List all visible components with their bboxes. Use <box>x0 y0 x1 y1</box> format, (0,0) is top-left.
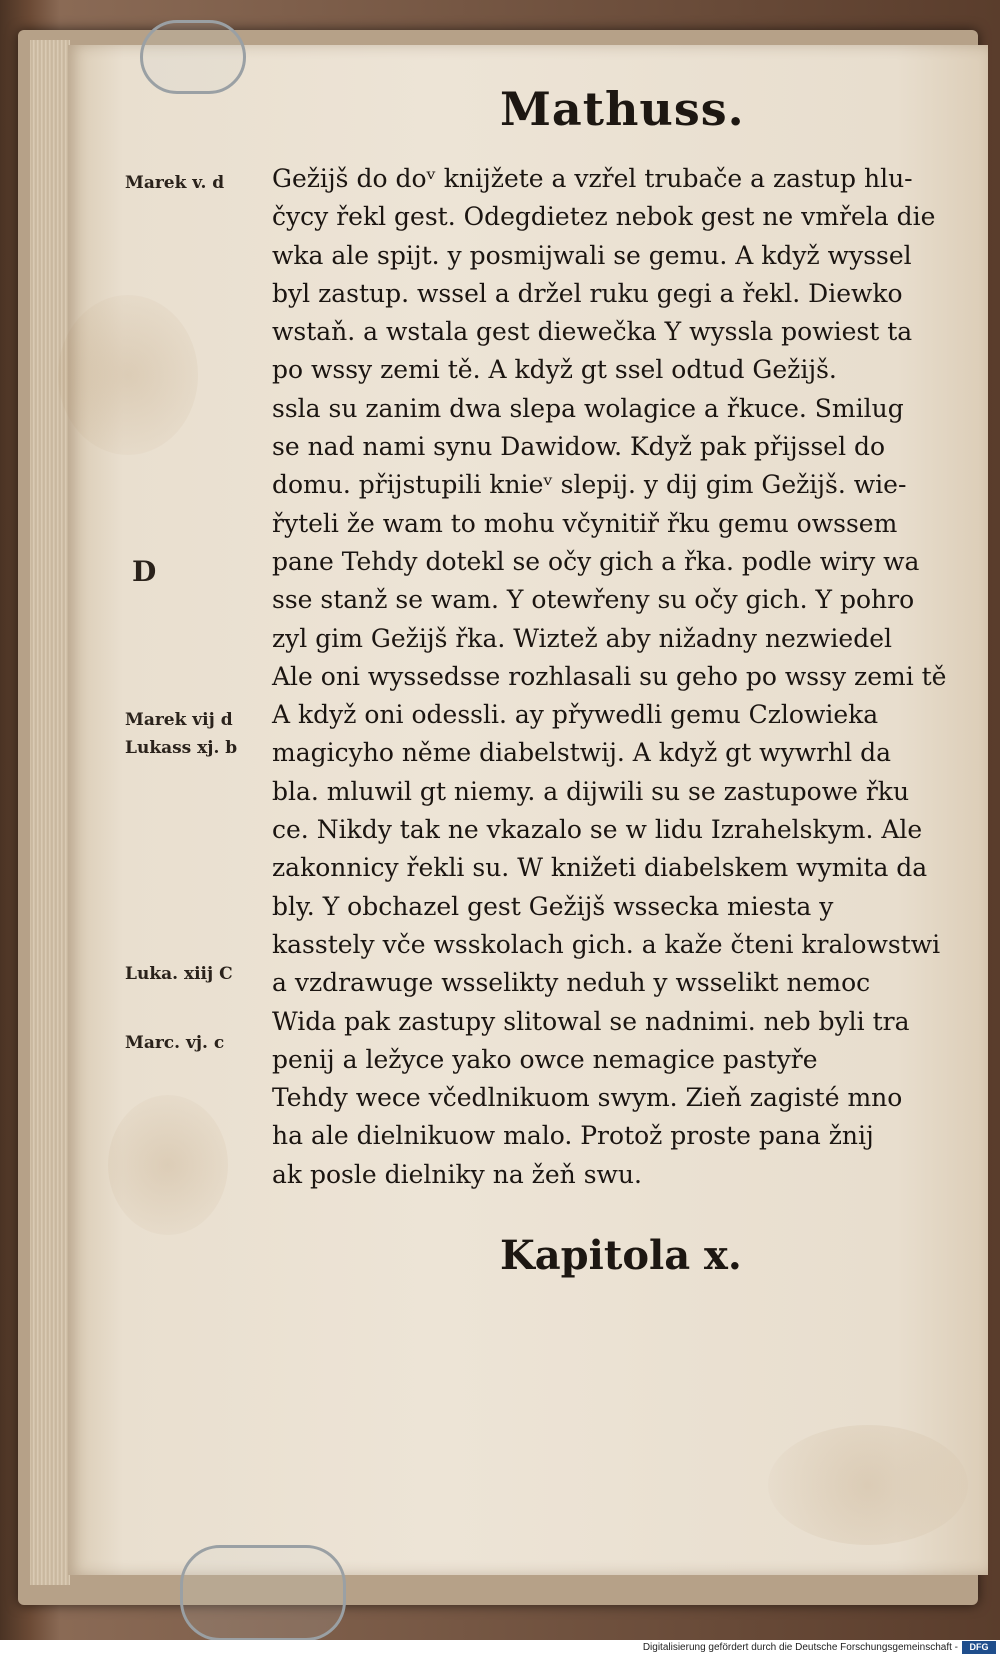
text-line: ce. Nikdy tak ne vkazalo se w lidu Izrahelskym. Ale <box>272 815 923 845</box>
text-line: penij a ležyce yako owce nemagice pastyře <box>272 1044 818 1074</box>
dfg-logo: DFG <box>962 1641 996 1654</box>
chapter-heading: Kapitola x. <box>500 1232 742 1279</box>
text-line: A když oni odessli. ay přywedli gemu Czlowieka <box>272 700 879 730</box>
page-stack-edge <box>30 40 70 1585</box>
body-text <box>272 160 962 1194</box>
text-line: domu. přijstupili knieᵛ slepij. y dij gim Gežijš. wie- <box>272 470 907 500</box>
text-line: byl zastup. wssel a držel ruku gegi a řekl. Diewko <box>272 278 903 308</box>
text-line: řyteli že wam to mohu včynitiř řku gemu owssem <box>272 508 898 538</box>
text-line: ha ale dielnikuow malo. Protož proste pana žnij <box>272 1121 874 1151</box>
text-line: Wida pak zastupy slitowal se nadnimi. neb byli tra <box>272 1006 910 1036</box>
text-line: zyl gim Gežijš řka. Wiztež aby nižadny nezwiedel <box>272 623 893 653</box>
text-line: se nad nami synu Dawidow. Když pak přijssel do <box>272 432 886 462</box>
text-line: Tehdy wece včedlnikuom swym. Zieň zagisté mno <box>272 1083 903 1113</box>
text-line: pane Tehdy dotekl se očy gich a řka. podle wiry wa <box>272 546 920 576</box>
margin-note: Lukass xj. b <box>125 738 238 758</box>
running-head: Mathuss. <box>500 82 745 136</box>
margin-note: Luka. xiij C <box>125 964 233 984</box>
footer-credit: Digitalisierung gefördert durch die Deutsche Forschungsgemeinschaft - <box>642 1642 958 1653</box>
text-line: wstaň. a wstala gest diewečka Y wyssla powiest ta <box>272 317 913 347</box>
margin-note: Marc. vj. c <box>125 1033 225 1053</box>
text-line: po wssy zemi tě. A když gt ssel odtud Gežijš. <box>272 355 837 385</box>
text-line: Gežijš do doᵛ knijžete a vzřel trubače a zastup hlu- <box>272 164 913 193</box>
footer-bar <box>0 1640 1000 1655</box>
page-clip-top <box>140 20 246 94</box>
text-line: wka ale spijt. y posmijwali se gemu. A když wyssel <box>272 240 912 270</box>
page-clip-bottom <box>180 1545 346 1641</box>
page-stain <box>768 1425 968 1545</box>
text-line: ak posle dielniky na žeň swu. <box>272 1159 642 1189</box>
text-line: čycy řekl gest. Odegdietez nebok gest ne vmřela die <box>272 202 936 232</box>
text-line: magicyho něme diabelstwij. A když gt wywrhl da <box>272 738 892 768</box>
text-line: kasstely vče wsskolach gich. a kaže čteni kralowstwi <box>272 929 941 959</box>
page-stain <box>108 1095 228 1235</box>
text-line: bly. Y obchazel gest Gežijš wssecka miesta y <box>272 891 834 921</box>
page-stain <box>58 295 198 455</box>
text-line: a vzdrawuge wsselikty neduh y wsselikt nemoc <box>272 968 871 998</box>
margin-note: Marek vij d <box>125 710 233 730</box>
margin-note: Marek v. d <box>125 173 225 193</box>
text-line: ssla su zanim dwa slepa wolagice a řkuce. Smilug <box>272 393 904 423</box>
text-line: bla. mluwil gt niemy. a dijwili su se zastupowe řku <box>272 776 910 806</box>
text-line: zakonnicy řekli su. W knižeti diabelskem wymita da <box>272 853 928 883</box>
text-line: Ale oni wyssedsse rozhlasali su geho po wssy zemi tě <box>272 661 947 691</box>
text-line: sse stanž se wam. Y otewřeny su očy gich. Y pohro <box>272 585 915 615</box>
margin-note: D <box>132 555 157 588</box>
